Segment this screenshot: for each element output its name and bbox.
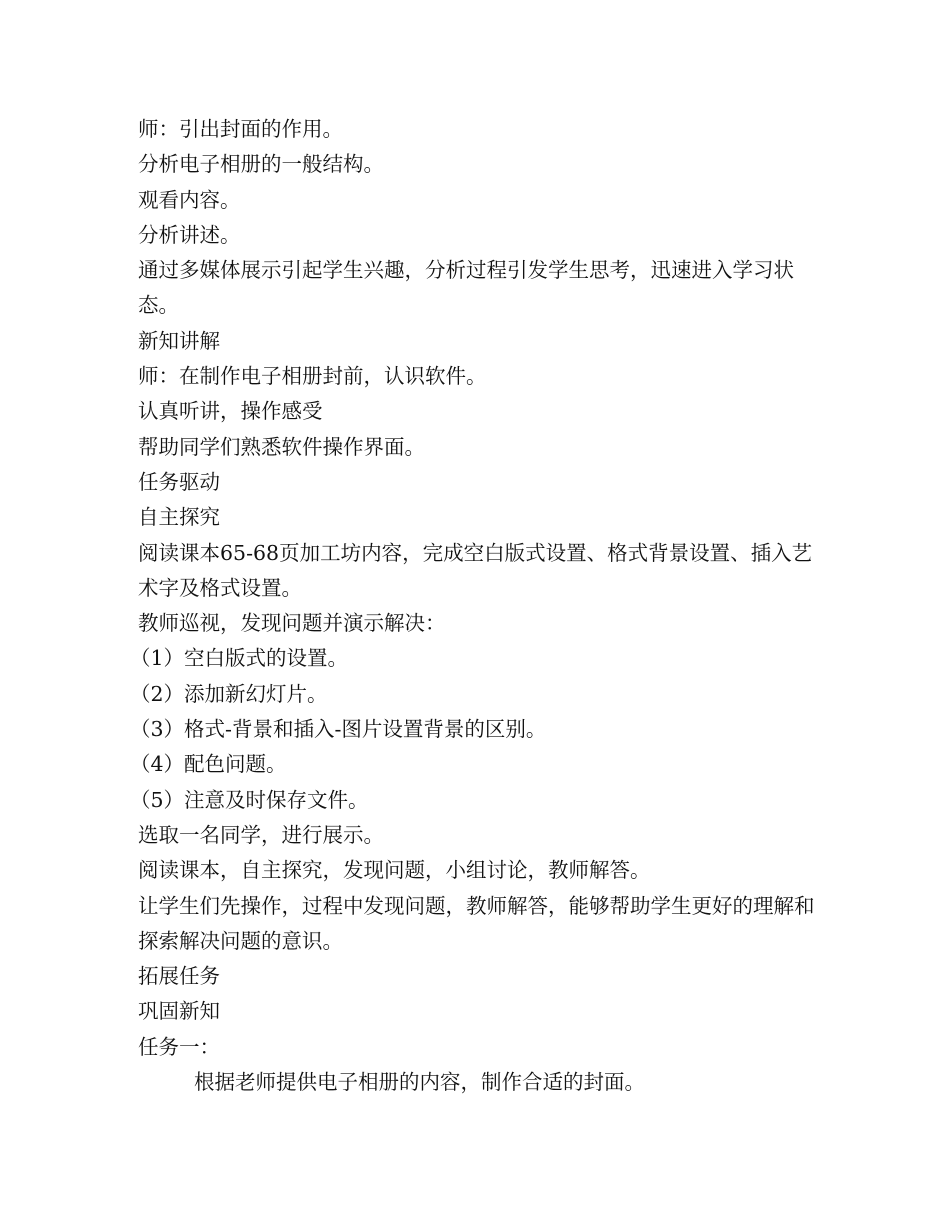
paragraph: 阅读课本65-68页加工坊内容，完成空白版式设置、格式背景设置、插入艺术字及格式设置。 [138, 540, 813, 600]
paragraph: 任务一： [138, 1034, 220, 1059]
section-heading: 自主探究 [138, 505, 220, 530]
paragraph: 师：在制作电子相册封前，认识软件。 [138, 364, 487, 389]
paragraph: 帮助同学们熟悉软件操作界面。 [138, 434, 425, 459]
list-item: （5）注意及时保存文件。 [130, 787, 369, 812]
list-item: （2）添加新幻灯片。 [130, 681, 328, 706]
list-item: （3）格式-背景和插入-图片设置背景的区别。 [130, 717, 547, 742]
paragraph: 通过多媒体展示引起学生兴趣，分析过程引发学生思考，迅速进入学习状态。 [138, 258, 794, 318]
paragraph: 根据老师提供电子相册的内容，制作合适的封面。 [194, 1070, 645, 1095]
paragraph: 阅读课本，自主探究，发现问题，小组讨论，教师解答。 [138, 858, 651, 883]
paragraph: 教师巡视，发现问题并演示解决： [138, 611, 446, 636]
paragraph: 分析电子相册的一般结构。 [138, 152, 384, 177]
paragraph: 观看内容。 [138, 187, 241, 212]
section-heading: 任务驱动 [138, 469, 220, 494]
paragraph: 师：引出封面的作用。 [138, 117, 343, 141]
paragraph: 让学生们先操作，过程中发现问题，教师解答，能够帮助学生更好的理解和探索解决问题的意识。 [138, 893, 815, 953]
list-item: （4）配色问题。 [130, 752, 287, 777]
section-heading: 拓展任务 [138, 964, 220, 989]
list-item: （1）空白版式的设置。 [130, 646, 349, 671]
paragraph: 分析讲述。 [138, 222, 241, 247]
paragraph: 选取一名同学，进行展示。 [138, 822, 384, 847]
section-heading: 巩固新知 [138, 999, 220, 1024]
section-heading: 新知讲解 [138, 328, 220, 353]
document-body [130, 112, 818, 1100]
paragraph: 认真听讲，操作感受 [138, 399, 323, 424]
